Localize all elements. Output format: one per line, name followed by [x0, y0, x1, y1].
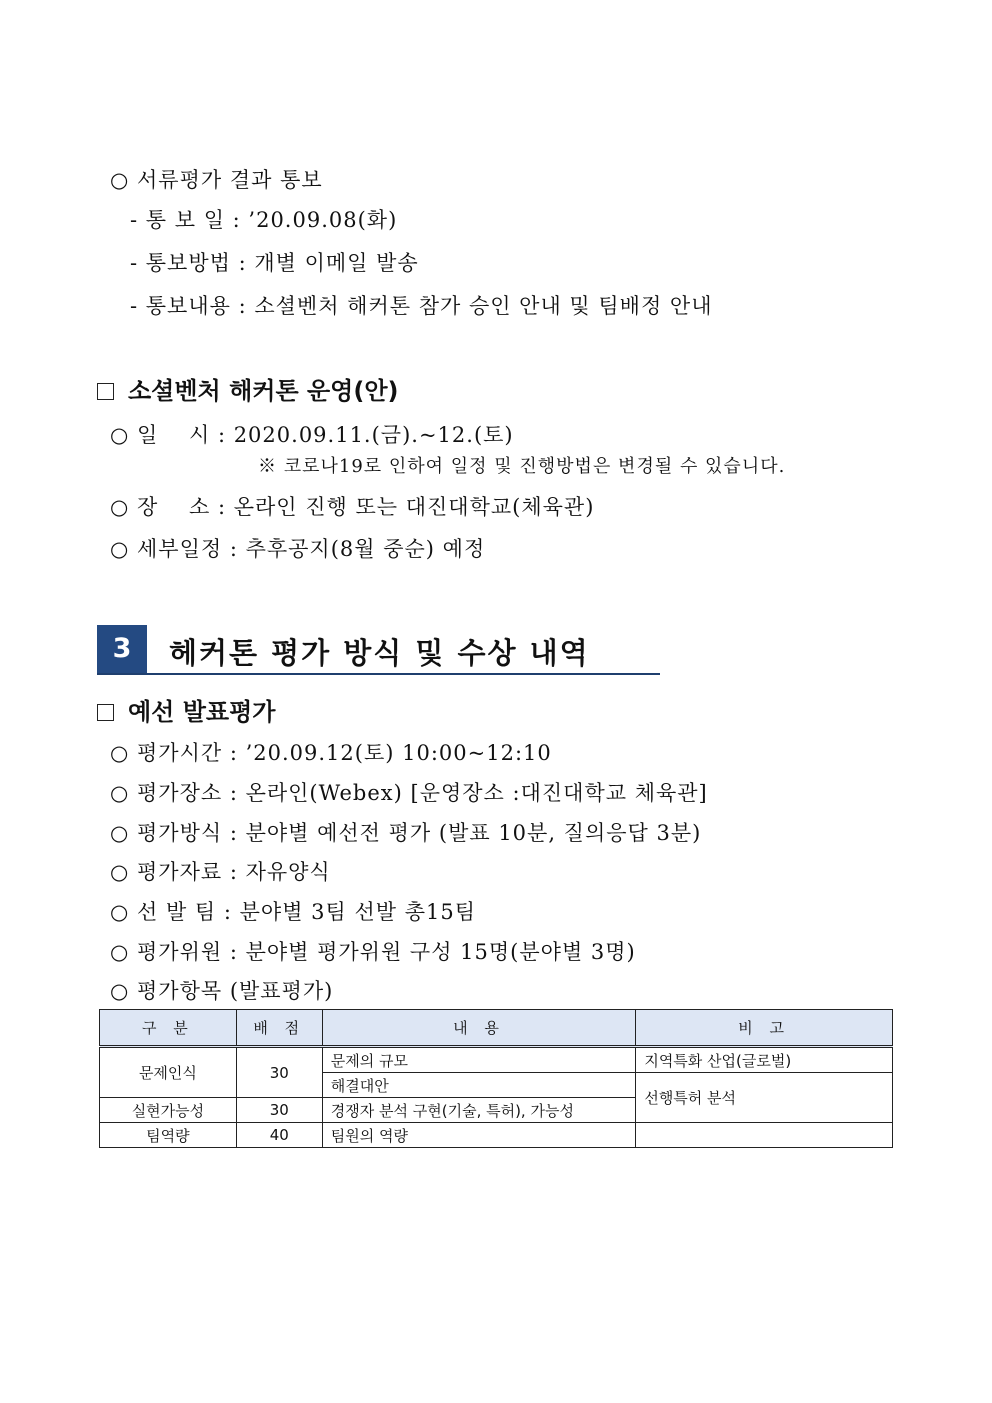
table-cell-content: 문제의 규모 [322, 1047, 636, 1073]
operation-schedule: ○ 세부일정 : 추후공지(8월 중순) 예정 [110, 537, 486, 561]
prelim-judges: ○ 평가위원 : 분야별 평가위원 구성 15명(분야별 3명) [110, 940, 636, 964]
prelim-place: ○ 평가장소 : 온라인(Webex) [운영장소 :대진대학교 체육관] [110, 781, 708, 805]
checkbox-square-icon [97, 383, 114, 400]
operation-note: ※ 코로나19로 인하여 일정 및 진행방법은 변경될 수 있습니다. [258, 456, 786, 477]
table-row [100, 1123, 893, 1148]
table-cell-content: 해결대안 [322, 1073, 636, 1098]
notice-date: - 통 보 일 : ’20.09.08(화) [130, 208, 398, 232]
table-cell-category: 팀역량 [100, 1123, 237, 1148]
prelim-criteria: ○ 평가항목 (발표평가) [110, 979, 334, 1003]
checkbox-square-icon [97, 704, 114, 721]
notice-content: - 통보내용 : 소셜벤처 해커톤 참가 승인 안내 및 팀배정 안내 [130, 294, 713, 318]
table-cell-score: 40 [236, 1123, 322, 1148]
table-header-row [100, 1010, 893, 1047]
table-cell-note: 선행특허 분석 [636, 1073, 893, 1123]
table-cell-score: 30 [236, 1098, 322, 1123]
chapter-header [97, 625, 660, 675]
prelim-teams: ○ 선 발 팀 : 분야별 3팀 선발 총15팀 [110, 900, 477, 924]
prelim-time: ○ 평가시간 : ’20.09.12(토) 10:00~12:10 [110, 741, 552, 765]
col-header-category: 구 분 [100, 1010, 237, 1047]
operation-date: ○ 일 시 : 2020.09.11.(금).~12.(토) [110, 423, 514, 447]
prelim-method: ○ 평가방식 : 분야별 예선전 평가 (발표 10분, 질의응답 3분) [110, 821, 702, 845]
table-cell-category: 실현가능성 [100, 1098, 237, 1123]
table-row [100, 1047, 893, 1073]
notice-method: - 통보방법 : 개별 이메일 발송 [130, 251, 419, 275]
prelim-material: ○ 평가자료 : 자유양식 [110, 860, 331, 884]
evaluation-table [99, 1009, 893, 1148]
table-cell-content: 경쟁자 분석 구현(기술, 특허), 가능성 [322, 1098, 636, 1123]
table-cell-score: 30 [236, 1047, 322, 1098]
table-cell-note: 지역특화 산업(글로벌) [636, 1047, 893, 1073]
table-cell-note [636, 1123, 893, 1148]
prelim-heading [97, 692, 275, 727]
operation-place: ○ 장 소 : 온라인 진행 또는 대진대학교(체육관) [110, 495, 595, 519]
chapter-number: 3 [97, 625, 147, 673]
notice-title: ○ 서류평가 결과 통보 [110, 168, 323, 192]
operation-heading-text: 소셜벤처 해커톤 운영(안) [128, 377, 399, 405]
col-header-score: 배 점 [236, 1010, 322, 1047]
chapter-title: 헤커톤 평가 방식 및 수상 내역 [169, 636, 590, 670]
operation-heading [97, 371, 399, 406]
table-cell-category: 문제인식 [100, 1047, 237, 1098]
col-header-content: 내 용 [322, 1010, 636, 1047]
prelim-heading-text: 예선 발표평가 [128, 698, 276, 726]
table-cell-content: 팀원의 역량 [322, 1123, 636, 1148]
col-header-note: 비 고 [636, 1010, 893, 1047]
